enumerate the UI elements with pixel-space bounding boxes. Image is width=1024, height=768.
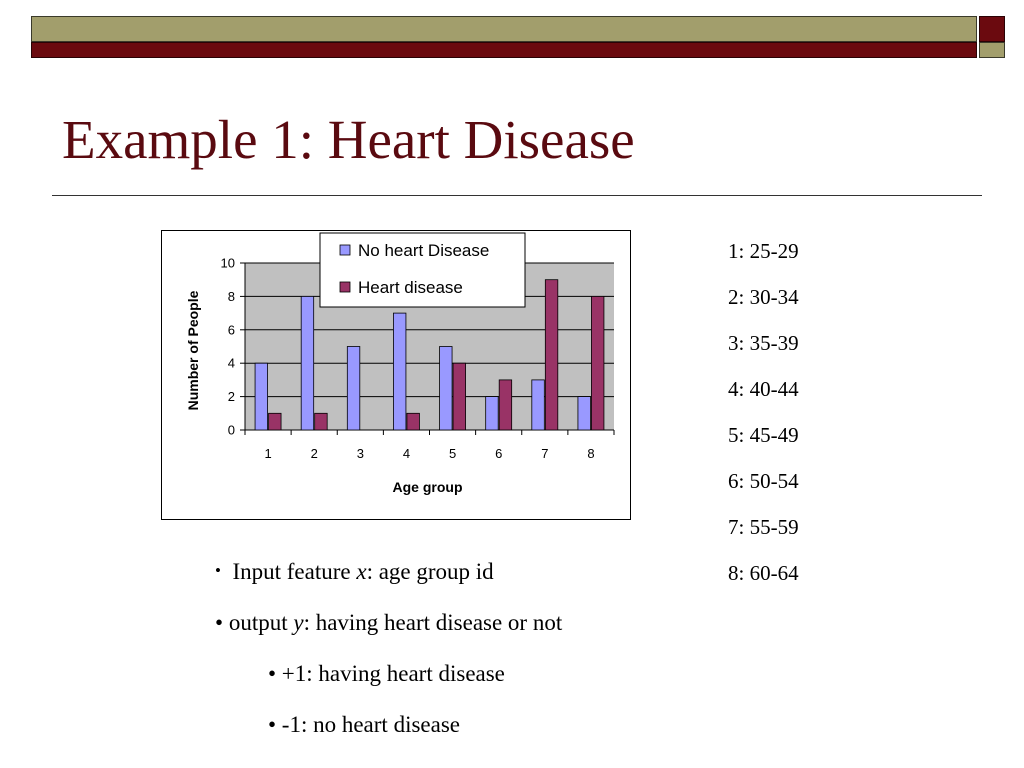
slide-title: Example 1: Heart Disease	[62, 109, 635, 170]
age-group-item: 2: 30-34	[728, 285, 799, 309]
bar-no-heart-disease	[347, 347, 360, 431]
bullet-input-feature	[215, 560, 494, 583]
bar-heart-disease	[407, 413, 420, 430]
bullet-text-pre: Input feature	[232, 559, 357, 584]
age-group-item: 5: 45-49	[728, 423, 799, 447]
legend-label: No heart Disease	[358, 241, 490, 260]
bar-heart-disease	[591, 296, 604, 430]
header-square-red	[979, 16, 1005, 42]
chart-svg	[162, 231, 632, 521]
x-tick-label: 7	[541, 446, 549, 461]
bar-heart-disease	[453, 363, 466, 430]
bullet-text-pre: output	[228, 610, 294, 635]
y-axis-title: Number of People	[185, 290, 201, 411]
bullet-output	[215, 611, 562, 634]
y-tick-label: 10	[220, 255, 235, 271]
age-group-item: 7: 55-59	[728, 515, 799, 539]
bullet-marker: •	[215, 561, 221, 580]
legend-swatch	[340, 282, 350, 292]
age-group-list	[728, 236, 799, 604]
bar-no-heart-disease	[393, 313, 406, 430]
y-tick-label: 2	[227, 389, 235, 405]
legend-label: Heart disease	[358, 278, 463, 297]
y-tick-label: 4	[227, 355, 235, 371]
bullet-positive-label: • +1: having heart disease	[268, 661, 505, 686]
age-group-item: 1: 25-29	[728, 239, 799, 263]
x-tick-label: 3	[356, 446, 364, 461]
bullet-text-post: : having heart disease or not	[303, 610, 563, 635]
age-group-item: 4: 40-44	[728, 377, 799, 401]
header-bar-olive	[31, 16, 977, 42]
y-tick-label: 0	[227, 422, 235, 438]
bar-no-heart-disease	[486, 397, 499, 430]
x-tick-label: 4	[402, 446, 411, 461]
x-tick-label: 5	[448, 446, 457, 461]
bullet-variable: y	[293, 610, 304, 635]
bullet-variable: x	[356, 559, 367, 584]
x-axis-title: Age group	[392, 479, 463, 495]
age-group-item: 8: 60-64	[728, 561, 799, 585]
bar-heart-disease	[315, 413, 328, 430]
x-tick-label: 2	[310, 446, 318, 461]
bullet-negative-label: • -1: no heart disease	[268, 712, 460, 737]
bar-no-heart-disease	[532, 380, 545, 430]
bar-heart-disease	[545, 280, 558, 430]
age-group-item: 6: 50-54	[728, 469, 799, 493]
x-tick-label: 1	[264, 446, 272, 461]
chart	[161, 230, 631, 520]
header-square-olive	[979, 42, 1005, 58]
bullet-text-post: : age group id	[366, 559, 494, 584]
bullet-marker: •	[215, 610, 224, 635]
bar-heart-disease	[269, 413, 282, 430]
x-tick-label: 8	[587, 446, 595, 461]
legend-swatch	[340, 245, 350, 255]
header-bar-red	[31, 42, 977, 58]
age-group-item: 3: 35-39	[728, 331, 799, 355]
bar-no-heart-disease	[578, 397, 591, 430]
y-tick-label: 6	[227, 322, 235, 338]
x-tick-label: 6	[495, 446, 503, 461]
bar-heart-disease	[499, 380, 512, 430]
y-tick-label: 8	[227, 288, 235, 304]
title-divider	[52, 195, 982, 196]
bar-no-heart-disease	[440, 347, 453, 431]
bar-no-heart-disease	[301, 296, 314, 430]
bar-no-heart-disease	[255, 363, 268, 430]
